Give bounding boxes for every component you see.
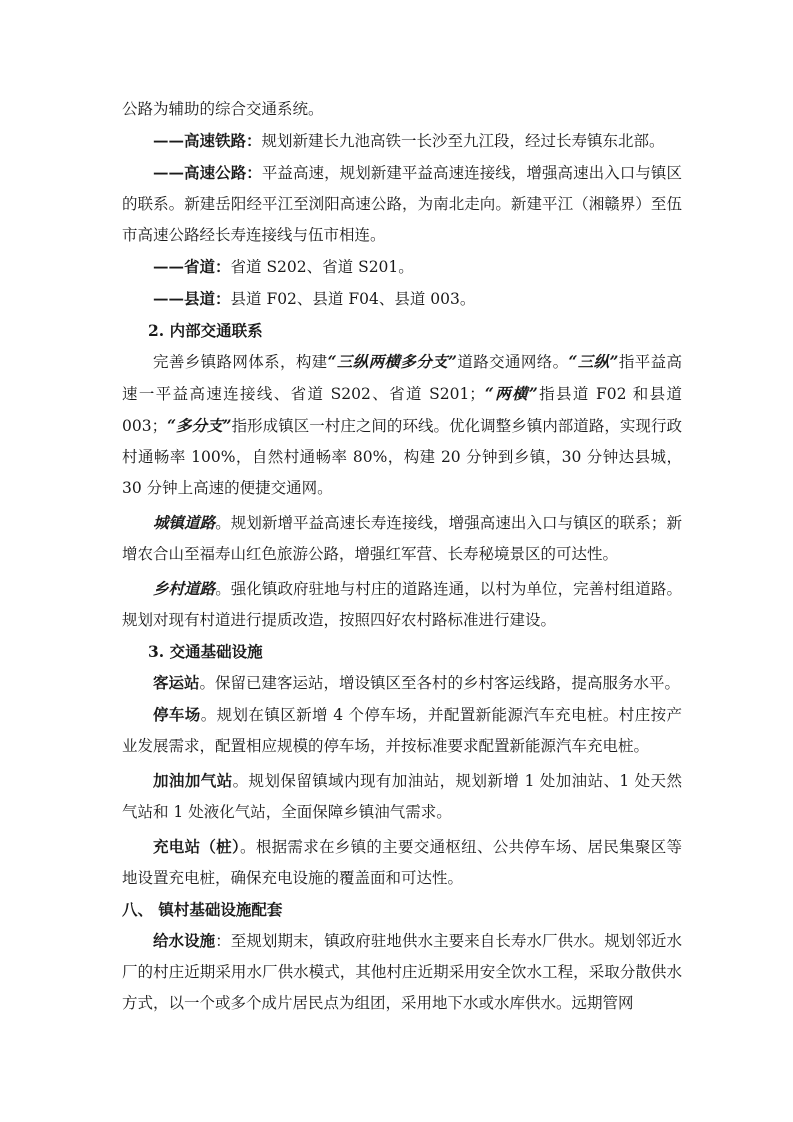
town-roads-label: 城镇道路: [153, 513, 216, 532]
town-roads-text: 。规划新增平益高速长寿连接线，增强高速出入口与镇区的联系；新增农合山至福寿山红色旅游公路，增强红军营、长寿秘境景区的可达性。: [122, 514, 682, 563]
water-supply-label: 给水设施: [153, 931, 216, 950]
charging-station-label: 充电站（桩）: [153, 837, 241, 856]
paragraph-intro: [122, 94, 682, 125]
internal-emphasis-f: “两横”: [484, 384, 538, 403]
heading-internal-traffic: 2. 内部交通联系: [148, 321, 263, 340]
internal-text-i: 指形成镇区一村庄之间的环线。优化调整乡镇内部道路，实现行政村通畅率 100%，自然村通畅率 80%，构建 20 分钟到乡镇，30 分钟达县城，30 分钟上高速的便捷交通网。: [122, 417, 682, 497]
gas-station-text: 。规划保留镇域内现有加油站，规划新增 1 处加油站、1 处天然气站和 1 处液化气站，全面保障乡镇油气需求。: [122, 772, 682, 821]
bus-station-label: 客运站: [153, 673, 200, 692]
internal-emphasis-b: “三纵两横多分支”: [327, 352, 457, 371]
water-supply-text: ：至规划期末，镇政府驻地供水主要来自长寿水厂供水。规划邻近水厂的村庄近期采用水厂供水模式，其他村庄近期采用安全饮水工程，采取分散供水方式，以一个或多个成片居民点为组团，采用地下水或水库供水。远期管网: [122, 932, 682, 1012]
provincial-road-label: ——省道：: [153, 257, 231, 276]
parking-label: 停车场: [153, 705, 201, 724]
village-roads-label: 乡村道路: [153, 579, 216, 598]
expressway-text: 平益高速，规划新建平益高速连接线，增强高速出入口与镇区的联系。新建岳阳经平江至浏阳高速公路，为南北走向。新建平江（湘赣界）至伍市高速公路经长寿连接线与伍市相连。: [122, 164, 682, 244]
heading-transport-infrastructure: 3. 交通基础设施: [148, 642, 263, 661]
gas-station-label: 加油加气站: [153, 771, 233, 790]
intro-text: 公路为辅助的综合交通系统。: [122, 100, 324, 118]
paragraph-charging-station: [122, 831, 682, 894]
internal-emphasis-d: “三纵”: [568, 352, 619, 371]
paragraph-internal-traffic: [122, 346, 682, 504]
internal-text-e: 指平益高速一平益高速连接线、省道 S202、省道 S201；: [122, 353, 682, 403]
paragraph-parking: [122, 699, 682, 762]
county-road-text: 县道 F02、县道 F04、县道 003。: [230, 290, 476, 308]
internal-text-c: 道路交通网络。: [456, 353, 569, 371]
internal-text-a: 完善乡镇路网体系，构建: [153, 353, 328, 371]
county-road-label: ——县道：: [153, 289, 231, 308]
document-body: [122, 94, 682, 1019]
paragraph-bus-station: [122, 667, 682, 699]
parking-text: 。规划在镇区新增 4 个停车场，并配置新能源汽车充电桩。村庄按产业发展需求，配置相应规模的停车场，并按标准要求配置新能源汽车充电桩。: [122, 706, 682, 755]
paragraph-county-road: [122, 283, 682, 315]
paragraph-village-roads: [122, 573, 682, 636]
paragraph-high-speed-rail: [122, 125, 682, 157]
village-roads-text: 。强化镇政府驻地与村庄的道路连通，以村为单位，完善村组道路。规划对现有村道进行提质改造，按照四好农村路标准进行建设。: [122, 580, 682, 629]
internal-text-g: 指县道 F02 和县道 003；: [122, 385, 682, 435]
charging-station-text: 。根据需求在乡镇的主要交通枢纽、公共停车场、居民集聚区等地设置充电桩，确保充电设施的覆盖面和可达性。: [122, 838, 682, 887]
paragraph-expressway: [122, 157, 682, 251]
paragraph-water-supply: [122, 925, 682, 1019]
internal-emphasis-h: “多分支”: [167, 416, 232, 435]
heading-section-eight: 八、 镇村基础设施配套: [122, 900, 283, 919]
bus-station-text: 。保留已建客运站，增设镇区至各村的乡村客运线路，提高服务水平。: [199, 674, 681, 692]
high-speed-rail-label: ——高速铁路：: [153, 131, 262, 150]
expressway-label: ——高速公路：: [153, 163, 262, 182]
paragraph-gas-station: [122, 765, 682, 828]
paragraph-provincial-road: [122, 251, 682, 283]
provincial-road-text: 省道 S202、省道 S201。: [230, 258, 414, 276]
paragraph-town-roads: [122, 507, 682, 570]
high-speed-rail-text: 规划新建长九池高铁一长沙至九江段，经过长寿镇东北部。: [261, 132, 665, 150]
